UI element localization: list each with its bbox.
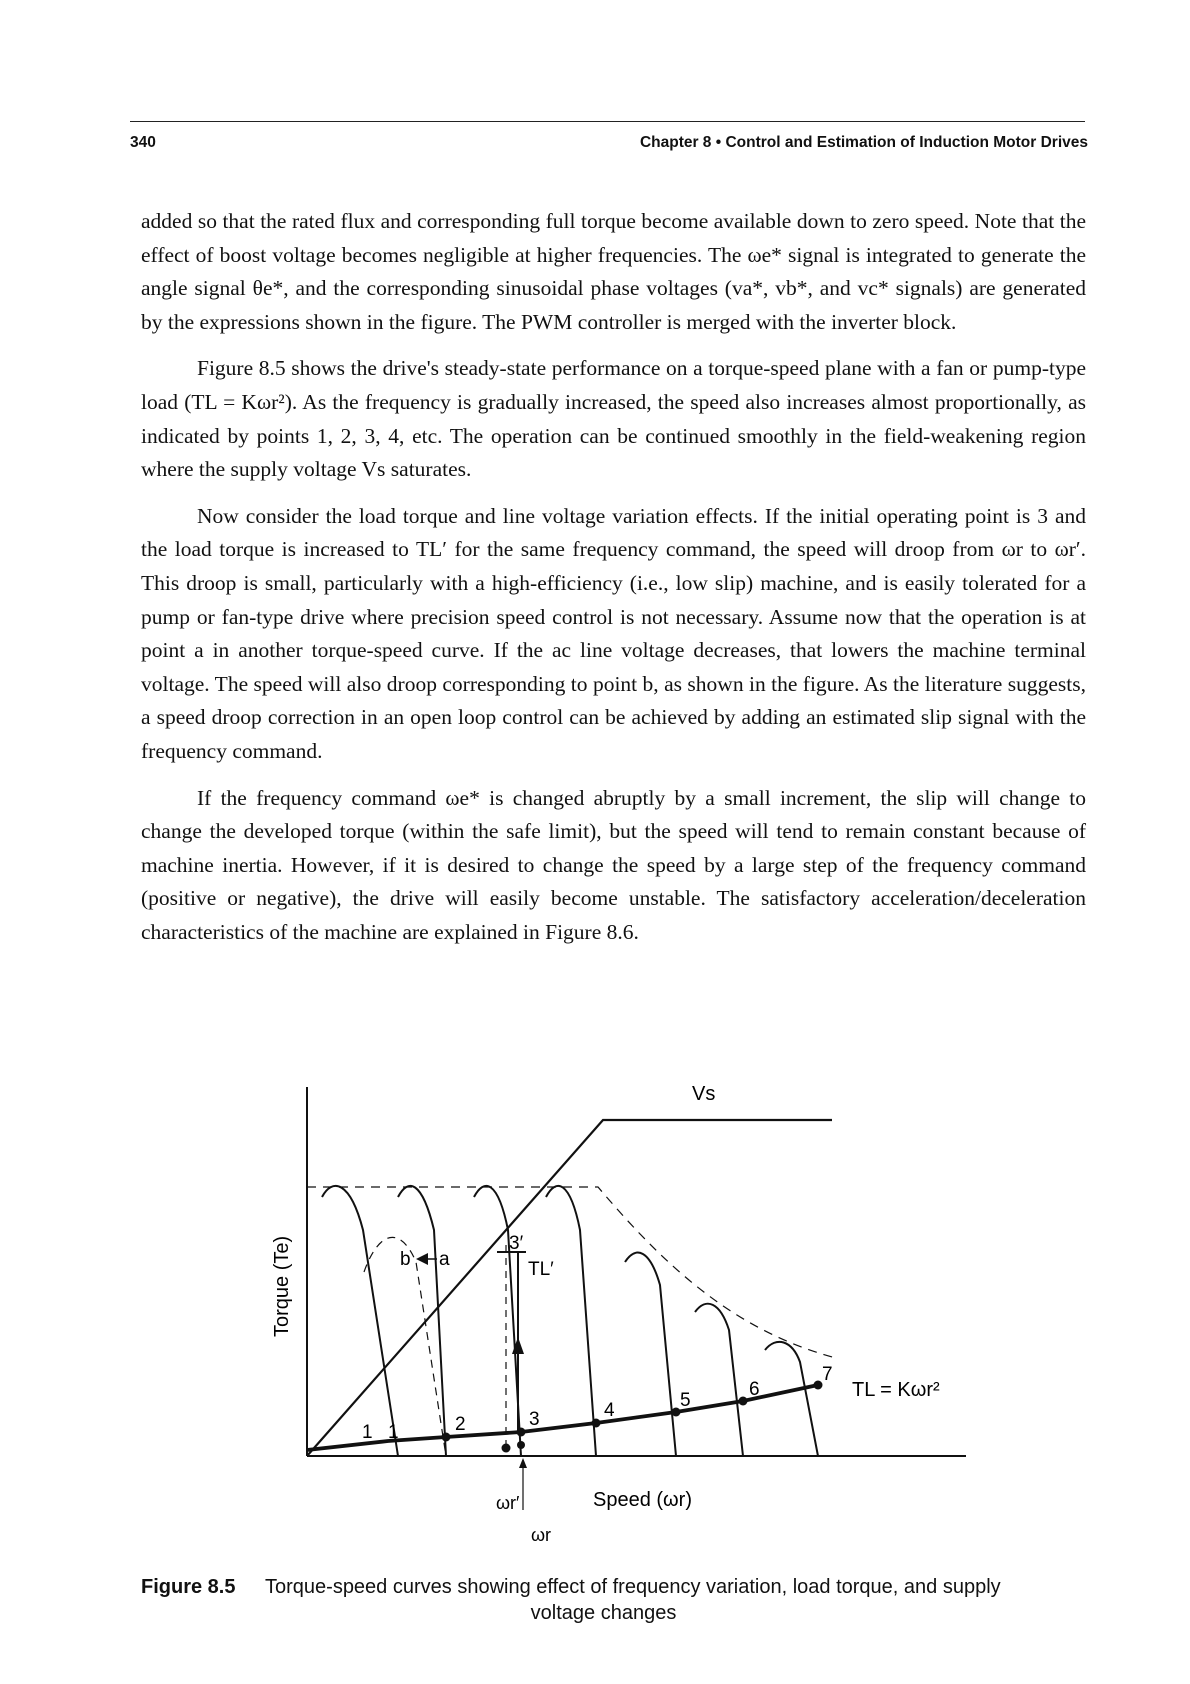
point-b-label: b bbox=[400, 1249, 411, 1270]
figure-label: Figure 8.5 bbox=[141, 1576, 236, 1598]
a-to-b-arrow-head bbox=[416, 1253, 428, 1265]
point-label-2: 2 bbox=[455, 1414, 466, 1435]
vs-label: Vs bbox=[692, 1083, 716, 1105]
torque-curve-6 bbox=[695, 1304, 743, 1456]
omega-r-pointer-head bbox=[519, 1458, 527, 1468]
point-label-4: 4 bbox=[604, 1400, 615, 1421]
vs-line bbox=[307, 1120, 832, 1456]
torque-curve-7 bbox=[765, 1342, 818, 1456]
load-curve-label: TL = Kωr² bbox=[852, 1379, 940, 1401]
point-label-5: 5 bbox=[680, 1390, 691, 1411]
point-3-prime-label: 3′ bbox=[509, 1233, 524, 1254]
torque-curve-5 bbox=[625, 1253, 676, 1456]
caption-line-2: voltage changes bbox=[530, 1602, 677, 1624]
reduced-voltage-curve bbox=[364, 1237, 446, 1456]
point-a-label: a bbox=[439, 1249, 450, 1270]
point-label-6: 6 bbox=[749, 1379, 760, 1400]
omega-r-point bbox=[517, 1441, 525, 1449]
paragraph-3: Now consider the load torque and line voltage variation effects. If the initial operating point is 3 and the load torque is increased to TL′ for the same frequency command, the speed will droop from ωr to ωr′. This droop is small, particularly with a high-efficiency (i.e., low slip) machine, and is easily tolerated for a pump or fan-type drive where precision speed control is not necessary. Assume now that the operation is at point a in another torque-speed curve. If the ac line voltage decreases, that lowers the machine terminal voltage. The speed will also droop corresponding to point b, as shown in the figure. As the literature suggests, a speed droop correction in an open loop control can be achieved by adding an estimated slip signal with the frequency command. bbox=[141, 503, 1086, 763]
figure-caption bbox=[141, 1574, 1086, 1626]
page-number: 340 bbox=[130, 134, 156, 151]
torque-curve-3 bbox=[474, 1186, 521, 1456]
operating-point-4 bbox=[592, 1419, 601, 1428]
caption-line-1: Torque-speed curves showing effect of frequency variation, load torque, and supply bbox=[265, 1576, 1001, 1598]
paragraph-4: If the frequency command ωe* is changed abruptly by a small increment, the slip will change to change the developed torque (within the safe limit), but the speed will tend to remain constant because of machine inertia. However, if it is desired to change the speed by a large step of the frequency command (positive or negative), the drive will easily become unstable. The satisfactory acceleration/deceleration characteristics of the machine are explained in Figure 8.6. bbox=[141, 785, 1086, 944]
y-axis-label: Torque (Te) bbox=[271, 1235, 293, 1337]
point-label-1a: 1 bbox=[362, 1422, 373, 1443]
torque-curve-1 bbox=[322, 1186, 398, 1456]
point-label-1b: 1 bbox=[388, 1422, 399, 1443]
torque-curve-4 bbox=[546, 1186, 596, 1456]
tl-prime-label: TL′ bbox=[528, 1259, 554, 1280]
running-head: Chapter 8 • Control and Estimation of Induction Motor Drives bbox=[639, 134, 1088, 151]
torque-envelope-dashed bbox=[307, 1187, 836, 1358]
operating-point-2 bbox=[442, 1433, 451, 1442]
paragraph-1: added so that the rated flux and corresponding full torque become available down to zero speed. Note that the effect of boost voltage becomes negligible at higher frequencies. The ωe* signal is integrated to generate the angle signal θe*, and the corresponding sinusoidal phase voltages (va*, vb*, and vc* signals) are generated by the expressions shown in the figure. The PWM controller is merged with the inverter block. bbox=[141, 209, 1086, 334]
omega-r-label: ωr bbox=[531, 1525, 552, 1545]
x-axis-label: Speed (ωr) bbox=[593, 1489, 692, 1511]
omega-r-prime-label: ωr′ bbox=[496, 1493, 520, 1513]
omega-r-prime-point bbox=[502, 1444, 511, 1453]
torque-curve-2 bbox=[398, 1186, 446, 1456]
paragraph-2: Figure 8.5 shows the drive's steady-state performance on a torque-speed plane with a fan or pump-type load (TL = Kωr²). As the frequency is gradually increased, the speed also increases almost proportionally, as indicated by points 1, 2, 3, 4, etc. The operation can be continued smoothly in the field-weakening region where the supply voltage Vs saturates. bbox=[141, 356, 1086, 482]
point-label-7: 7 bbox=[822, 1364, 833, 1385]
operating-point-6 bbox=[739, 1397, 748, 1406]
point-label-3: 3 bbox=[529, 1409, 540, 1430]
